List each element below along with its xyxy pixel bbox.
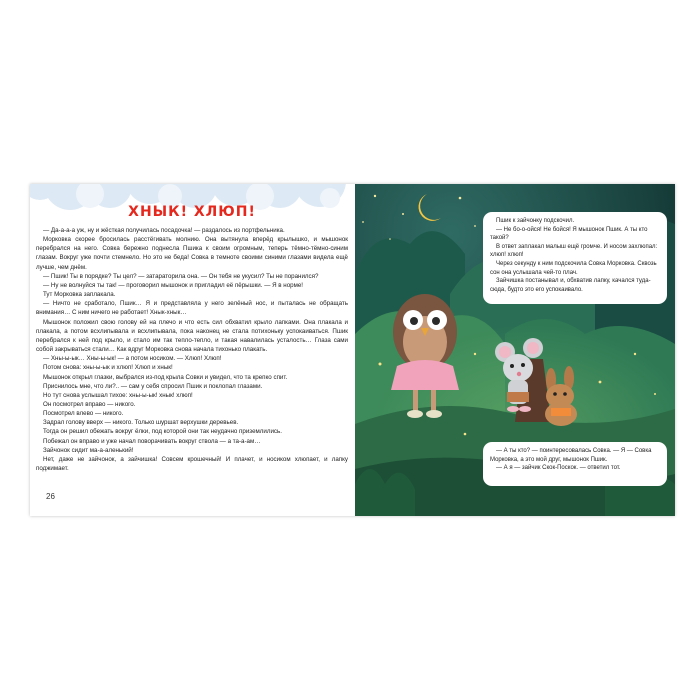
story-paragraph: Тут Морковка заплакала. xyxy=(43,291,116,299)
story-paragraph: — Ничто не сработало, Пшик… Я и представляла у него зелёный нос, и пыталась не обращать внимания… С ним ничего не работает! Хнык-хнык… xyxy=(36,300,348,317)
right-page xyxy=(355,184,675,516)
page-title: ХНЫК! ХЛЮП! xyxy=(128,204,256,220)
story-paragraph: — А ты кто? — поинтересовалась Совка. — Я — Совка Морковка, а это мой друг, мышонок Пшик. xyxy=(490,448,652,463)
story-paragraph: Тогда он решил обежать вокруг ёлки, под которой они так неудачно приземлились. xyxy=(43,428,282,436)
story-paragraph: Он посмотрел вправо — никого. xyxy=(43,400,136,408)
page-number: 26 xyxy=(46,492,55,501)
story-paragraph: — А я — зайчик Скок-Поскок. — ответил тот. xyxy=(496,465,621,472)
story-paragraph: — Да-а-а-а уж, ну и жёсткая получилась посадочка! — раздалось из портфельника. xyxy=(43,227,285,234)
story-paragraph: Нет, даже не зайчонок, а зайчишка! Совсем крошечный! И плачет, и носиком хлюпает, и лапку поджимает. xyxy=(36,455,348,473)
story-paragraph: Задрал голову вверх — никого. Только шуршат верхушки деревьев. xyxy=(43,419,239,427)
story-paragraph: Побежал он вправо и уже начал поворачивать вокруг ствола — а та-а-ам… xyxy=(43,437,261,445)
story-text xyxy=(36,226,348,473)
story-textbox-bottom xyxy=(483,442,667,486)
story-paragraph: Но тут снова услышал тихое: хны-ы-ык! хнык! хлюп! xyxy=(43,391,193,399)
story-textbox-top xyxy=(483,212,667,304)
story-paragraph: Через секунду к ним подскочила Совка Морковка. Сквозь сон она услышала чей-то плач. xyxy=(490,260,657,276)
story-paragraph: Мышонок открыл глазки, выбрался из-под крыла Совки и увидел, что та крепко спит. xyxy=(43,373,288,381)
story-paragraph: Зайчишка постанывал и, обхватив лапку, качался туда-сюда, будто это его успокаивало. xyxy=(490,278,651,293)
story-paragraph: Морковка скорее бросилась расстёгивать молнию. Она вытянула вперёд крылышко, и мышонок перебрался на него. Совка бережно поднесла Пшика к своим огромным, теперь тёмно-тёмно-синим глазам. Вокруг уже почти стемнело. Но это не беда! Совка в темноте своими синими глазами видела ещё лучше, чем днём. xyxy=(36,236,348,271)
story-paragraph: — Пшик! Ты в порядке? Ты цел? — затараторила она. — Он тебя не укусил? Ты не поранился? xyxy=(43,272,319,280)
story-paragraph: — Ну не волнуйся ты так! — проговорил мышонок и пригладил её пёрышки. — Я в норме! xyxy=(43,281,304,289)
story-paragraph: Мышонок положил свою голову ей на плечо и что есть сил обхватил крыло лапками. Она плакала и плакала, а потом всхлипывала и всхлипывала, пока наконец не стала потихоньку успокаиваться. Пшик перебрался к ней под крыло, и стало им так тепло-тепло, и такая навалилась усталость… Глаза сами собой закрываться стали… Как вдруг Морковка снова начала тихонько плакать. xyxy=(36,318,348,354)
story-paragraph: Приснилось мне, что ли?.. — сам у себя спросил Пшик и поклопал глазами. xyxy=(43,382,263,390)
story-paragraph: — Хны-ы-ык… Хны-ы-ык! — а потом носиком. — Хлюп! Хлюп! xyxy=(43,355,222,363)
story-paragraph: Зайчонок сидит ма-а-аленький! xyxy=(43,446,134,454)
story-paragraph: — Не бо-о-ойся! Не бойся! Я мышонок Пшик. А ты кто такой? xyxy=(490,226,648,242)
story-paragraph: Потом снова: хны-ы-ык и хлюп! Хлюп и хнык! xyxy=(43,364,173,372)
story-paragraph: Посмотрел влево — никого. xyxy=(43,410,124,418)
book-spread xyxy=(30,184,675,516)
story-paragraph: Пшик к зайчонку подскочил. xyxy=(496,218,575,224)
story-paragraph: В ответ заплакал малыш ещё громче. И носом захлюпал: хлюп! хлюп! xyxy=(490,243,658,259)
left-page xyxy=(30,184,355,516)
